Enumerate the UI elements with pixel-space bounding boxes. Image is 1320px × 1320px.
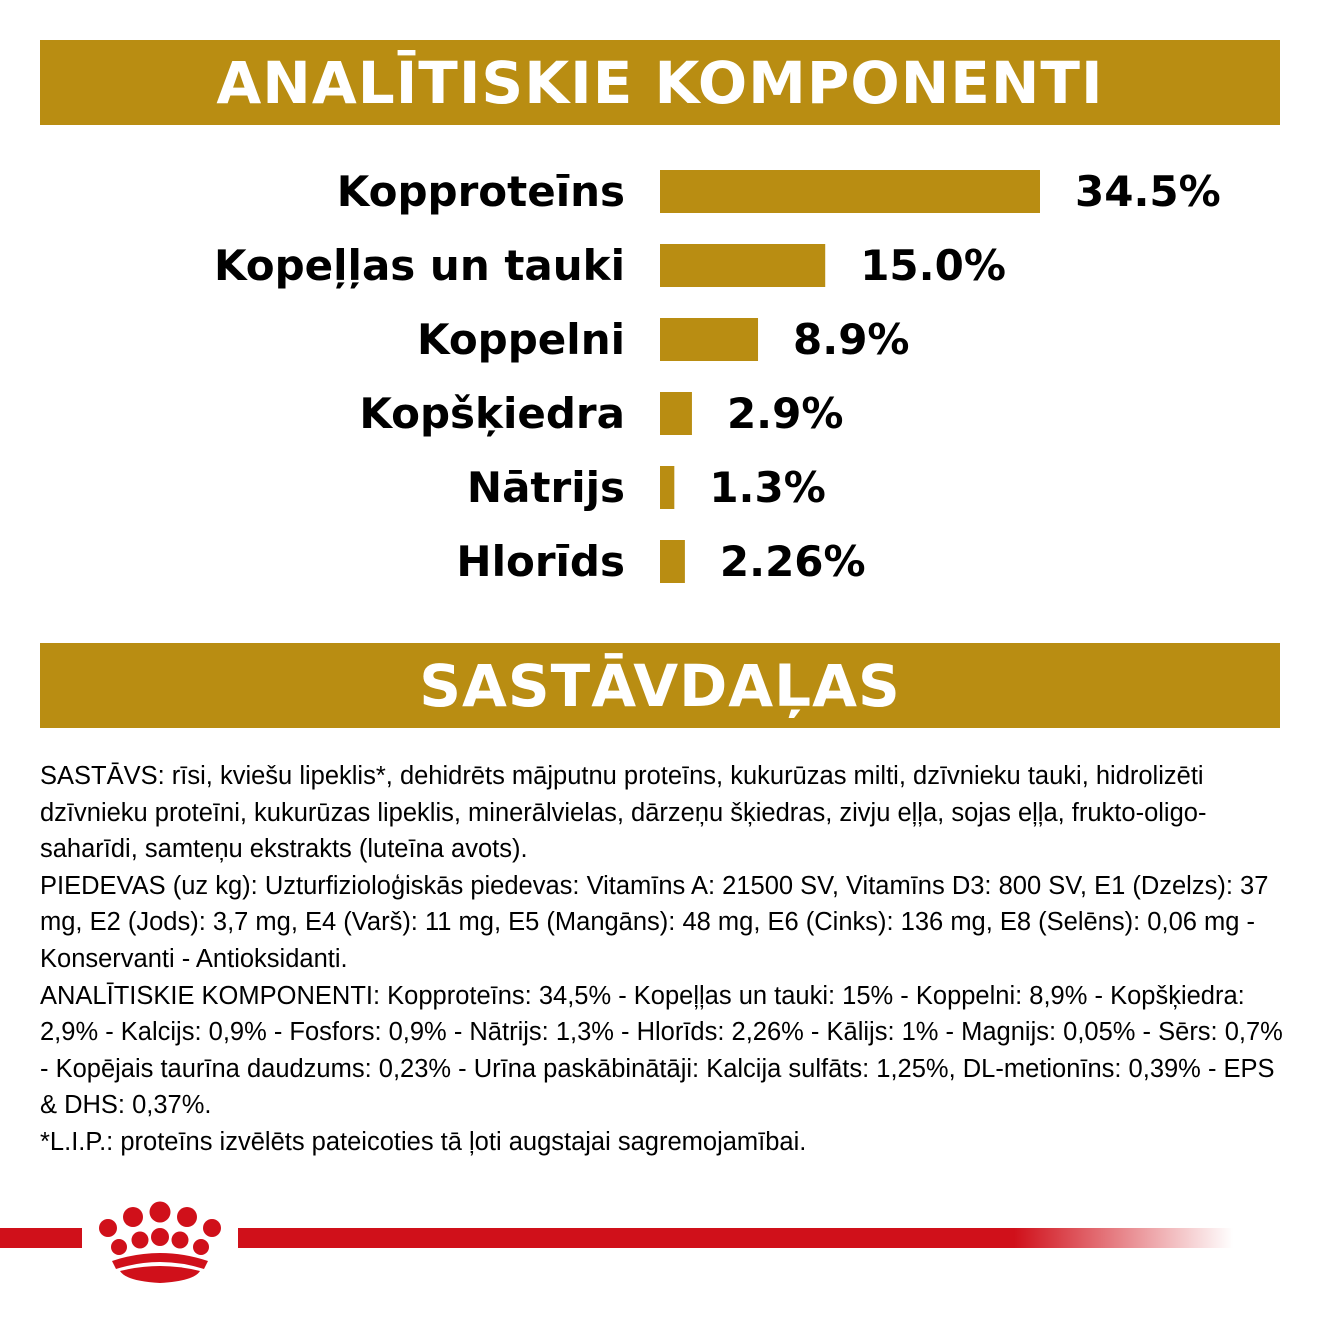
bar — [660, 244, 825, 287]
additives-paragraph: PIEDEVAS (uz kg): Uzturfizioloģiskās piedevas: Vitamīns A: 21500 SV, Vitamīns D3: 800 SV, E1 (Dzelzs): 37 mg, E2 (Jods): 3,7 mg, E4 (Varš): 11 mg, E5 (Mangāns): 48 mg, E6 (Cinks): 136 mg, E8 (Selēns): 0,06 mg - Konservanti - Antioksidanti. — [40, 871, 1269, 973]
analytical-bar-chart — [0, 150, 1320, 600]
footnote-paragraph: *L.I.P.: proteīns izvēlēts pateicoties tā ļoti augstajai sagremojamībai. — [40, 1127, 807, 1156]
value-label: 2.9% — [726, 389, 844, 438]
brand-footer — [0, 1195, 1320, 1285]
section-title-analytical: ANALĪTISKIE KOMPONENTI — [40, 40, 1280, 125]
bar — [660, 170, 1040, 213]
bar — [660, 540, 685, 583]
royal-canin-crown-icon — [99, 1202, 221, 1284]
bar — [660, 466, 674, 509]
value-label: 1.3% — [709, 463, 826, 512]
category-label: Kopproteīns — [336, 167, 625, 216]
analytical-paragraph: ANALĪTISKIE KOMPONENTI: Kopproteīns: 34,5% - Kopeļļas un tauki: 15% - Koppelni: 8,9% - Kopšķiedra: 2,9% - Kalcijs: 0,9% - Fosfors: 0,9% - Nātrijs: 1,3% - Hlorīds: 2,26% - Kālijs: 1% - Magnijs: 0,05% - Sērs: 0,7% - Kopējais taurīna daudzums: 0,23% - Urīna paskābinātāji: Kalcija sulfāts: 1,25%, DL-metionīns: 0,39% - EPS & DHS: 0,37%. — [40, 981, 1283, 1120]
value-label: 15.0% — [860, 241, 1006, 290]
category-label: Nātrijs — [466, 463, 625, 512]
category-label: Kopšķiedra — [359, 389, 625, 438]
brand-stripe-left — [0, 1228, 82, 1248]
composition-paragraph: SASTĀVS: rīsi, kviešu lipeklis*, dehidrēts mājputnu proteīns, kukurūzas milti, dzīvnieku tauki, hidrolizēti dzīvnieku proteīni, kukurūzas lipeklis, minerālvielas, dārzeņu šķiedras, zivju eļļa, sojas eļļa, frukto-oligo-saharīdi, samteņu ekstrakts (luteīna avots). — [40, 762, 1207, 864]
category-label: Kopeļļas un tauki — [213, 241, 625, 290]
value-label: 34.5% — [1075, 167, 1221, 216]
value-label: 8.9% — [793, 315, 910, 364]
brand-stripe-right — [238, 1228, 1233, 1248]
section-title-ingredients: SASTĀVDAĻAS — [40, 643, 1280, 728]
ingredients-text — [40, 758, 1285, 1161]
value-label: 2.26% — [719, 537, 866, 586]
category-label: Koppelni — [417, 315, 625, 364]
bar — [660, 318, 758, 361]
category-label: Hlorīds — [456, 537, 625, 586]
bar — [660, 392, 692, 435]
